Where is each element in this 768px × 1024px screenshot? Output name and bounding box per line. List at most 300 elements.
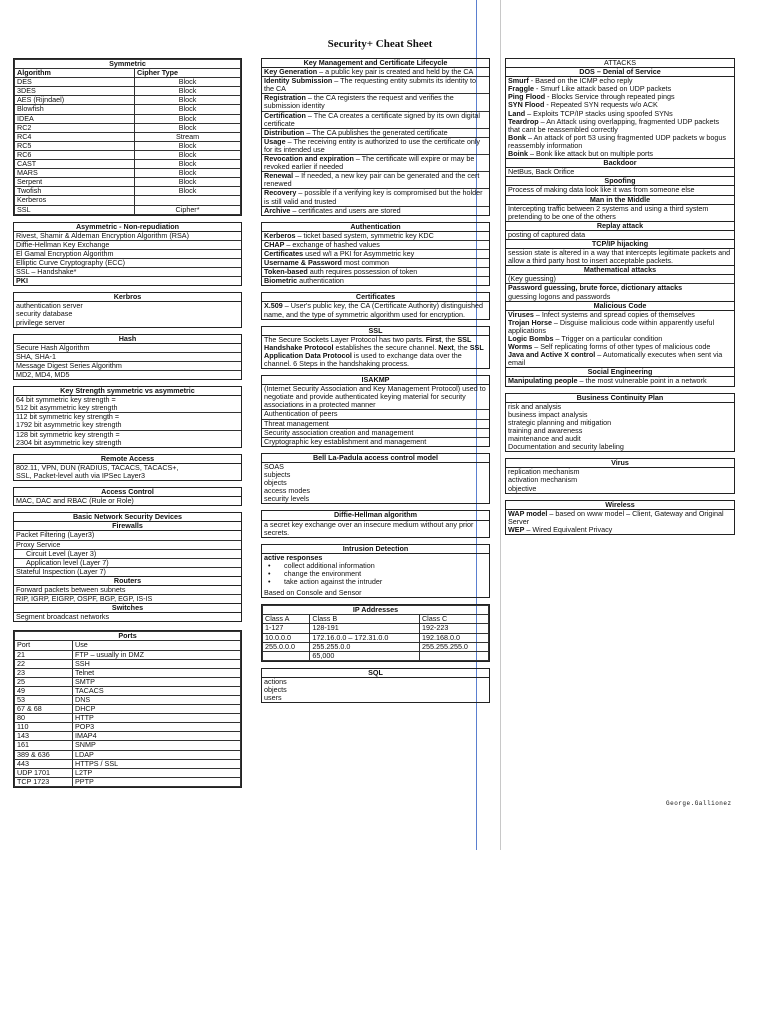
term: Identity Submission [264, 76, 333, 86]
table-row [15, 205, 241, 214]
intrusion-bullets [262, 562, 489, 586]
sql-section [261, 668, 490, 703]
social-engineering-term: Manipulating people [508, 376, 578, 386]
symmetric-col-algorithm: Algorithm [15, 69, 135, 78]
list-item: Cryptographic key establishment and management [262, 437, 489, 446]
ports-rows [15, 650, 241, 786]
ssl-section [261, 326, 490, 369]
virus-section [505, 458, 735, 493]
kerbros-section [13, 292, 242, 327]
port-cell: 110 [15, 723, 73, 732]
term: Username & Password [264, 258, 342, 268]
ssl-text-part: is used to exchange data over the channel. 6 Steps in the handshaking process. [264, 350, 462, 368]
list-item: Packet Filtering (Layer3) [16, 530, 95, 540]
wireless-header: Wireless [506, 501, 734, 510]
ip-cell: 192.168.0.0 [419, 633, 488, 642]
term: Archive [264, 205, 291, 215]
cipher-type-cell: Block [135, 78, 241, 87]
list-item [508, 150, 732, 158]
list-item: objects [264, 685, 287, 694]
list-item: actions [264, 676, 287, 686]
term: CHAP [264, 239, 285, 249]
list-item: Rivest, Shamir & Aldeman Encryption Algorithm (RSA) [16, 230, 189, 240]
use-cell: SSH [73, 659, 241, 668]
list-item: Elliptic Curve Cryptography (ECC) [14, 258, 241, 267]
ssl-text-part: The Secure Sockets Layer Protocol has two parts. [264, 334, 426, 344]
description: – The CA publishes the generated certificate [304, 127, 448, 137]
password-attacks-title: Password guessing, brute force, dictionary attacks [506, 283, 734, 292]
attack-subsection-header: Backdoor [506, 158, 734, 168]
list-item: security levels [264, 494, 310, 504]
table-row [263, 642, 489, 651]
table-row [15, 123, 241, 132]
ip-cell [419, 651, 488, 660]
certificates-term: X.509 [264, 301, 283, 311]
list-item: Forward packets between subnets [16, 584, 126, 594]
description: – Disguise malicious code within apparently useful applications [508, 317, 715, 335]
list-item [262, 267, 489, 276]
term: Token-based [264, 267, 308, 277]
port-cell: 80 [15, 714, 73, 723]
table-row [15, 741, 241, 750]
list-item [508, 134, 732, 150]
use-cell: IMAP4 [73, 732, 241, 741]
list-item: • change the environment [268, 570, 489, 578]
ip-col-class-b: Class B [310, 615, 420, 624]
description: – The requesting entity submits its identity to the CA [264, 76, 476, 94]
port-cell: UDP 1701 [15, 768, 73, 777]
term: Land [508, 108, 526, 118]
cipher-type-cell: Block [135, 141, 241, 150]
list-item: SSL, Packet-level auth via IPSec Layer3 [16, 470, 146, 480]
term: Bonk [508, 132, 526, 142]
table-row [15, 150, 241, 159]
algorithm-cell: RC2 [15, 123, 135, 132]
diffie-hellman-section [261, 510, 490, 537]
attack-subsection-header: Man in the Middle [506, 195, 734, 205]
table-row [15, 132, 241, 141]
isakmp-intro: (Internet Security Association and Key Management Protocol) used to negotiate and provide authenticated keying material for security associations in a protected manner [264, 384, 486, 410]
malicious-code-header: Malicious Code [506, 301, 734, 311]
list-item [262, 111, 489, 128]
list-item: 802.11, VPN, DUN (RADIUS, TACACS, TACACS+, [16, 462, 179, 472]
term: Teardrop [508, 116, 539, 126]
use-cell: PPTP [73, 777, 241, 786]
ssl-text [262, 336, 489, 368]
port-cell: 23 [15, 668, 73, 677]
list-item: SSL – Handshake* [14, 267, 241, 276]
description: most common [341, 258, 390, 268]
table-row [15, 178, 241, 187]
use-cell: L2TP [73, 768, 241, 777]
table-row [15, 78, 241, 87]
use-cell: TACACS [73, 686, 241, 695]
list-item: MAC, DAC and RBAC (Rule or Role) [16, 496, 134, 506]
password-attacks-text: guessing logons and passwords [508, 291, 611, 301]
page-title: Security+ Cheat Sheet [327, 38, 433, 50]
list-item: objects [264, 478, 287, 488]
list-item: replication mechanism [508, 467, 580, 477]
description: – The certificate will expire or may be revoked earlier if needed [264, 154, 475, 172]
list-item [262, 240, 489, 249]
key-management-header: Key Management and Certificate Lifecycle [262, 59, 489, 68]
table-row [15, 105, 241, 114]
list-item [14, 412, 241, 429]
description: – An Attack using overlapping, fragmented UDP packets that cant be reassembled correctly [508, 116, 720, 134]
asymmetric-header: Asymmetric - Non-repudiation [14, 223, 241, 232]
list-item: activation mechanism [508, 475, 578, 485]
list-item [14, 396, 241, 412]
table-row [15, 187, 241, 196]
certificates-text [262, 302, 489, 318]
ports-col-port: Port [15, 641, 73, 650]
algorithm-cell: Blowfish [15, 105, 135, 114]
term: Trojan Horse [508, 317, 552, 327]
list-item: strategic planning and mitigation [508, 417, 612, 427]
list-item: • collect additional information [268, 562, 489, 570]
table-row [15, 196, 241, 205]
left-column [13, 58, 242, 794]
list-item: Authentication of peers [262, 409, 489, 418]
author-signature: George.Gallionez [666, 800, 732, 807]
description: authentication [297, 276, 344, 286]
isakmp-section [261, 375, 490, 447]
right-column [505, 58, 735, 541]
intrusion-footer: Based on Console and Sensor [264, 588, 362, 598]
cipher-type-cell: Block [135, 123, 241, 132]
term: Recovery [264, 188, 297, 198]
list-item [262, 249, 489, 258]
list-item [262, 154, 489, 171]
intrusion-subheader: active responses [264, 552, 323, 562]
port-cell: TCP 1723 [15, 777, 73, 786]
description: – The CA creates a certificate signed by its own digital certificate [264, 110, 480, 128]
algorithm-cell: RC5 [15, 141, 135, 150]
use-cell: HTTP [73, 714, 241, 723]
list-item: risk and analysis [508, 401, 562, 411]
attacks-header: ATTACKS [506, 59, 734, 68]
cipher-type-cell: Block [135, 105, 241, 114]
intrusion-detection-section [261, 544, 490, 599]
port-cell: 143 [15, 732, 73, 741]
term: Key Generation [264, 67, 318, 77]
description: - Repeated SYN requests w/o ACK [544, 100, 658, 110]
scan-fold-line [500, 0, 501, 850]
attack-subsection-header: Mathematical attacks [506, 265, 734, 275]
algorithm-cell: Kerberos [15, 196, 135, 205]
algorithm-cell: IDEA [15, 114, 135, 123]
list-item: security database [16, 309, 73, 319]
algorithm-cell: DES [15, 78, 135, 87]
social-engineering-text [506, 377, 734, 385]
table-row [15, 677, 241, 686]
key-strength-section [13, 386, 242, 448]
wireless-term: WEP [508, 524, 525, 534]
description: – Self replicating forms of other types of malicious code [532, 342, 711, 352]
list-item [262, 258, 489, 267]
port-cell: 443 [15, 759, 73, 768]
term: Fraggle [508, 84, 534, 94]
ip-addresses-table [262, 605, 489, 661]
key-strength-asymmetric: 1792 bit asymmetric key strength [16, 420, 122, 430]
ports-table [14, 631, 241, 787]
ssl-text-part: , the [441, 334, 458, 344]
ssl-bold-part: SSL Application Data Protocol [264, 342, 484, 360]
key-management-rows [262, 68, 489, 215]
list-item [262, 128, 489, 137]
list-item: subjects [264, 470, 291, 480]
ip-rows [263, 624, 489, 660]
description: – If needed, a new key pair can be generated and the cert renewed [264, 171, 480, 189]
table-row [15, 169, 241, 178]
dos-header: DOS – Denial of Service [506, 68, 734, 77]
network-devices-header: Basic Network Security Devices [14, 513, 241, 522]
symmetric-header: Symmetric [15, 60, 241, 69]
list-item: access modes [264, 486, 310, 496]
asymmetric-rows [14, 232, 241, 286]
term: Ping Flood [508, 92, 546, 102]
ip-cell: 1-127 [263, 624, 310, 633]
list-item: Secure Hash Algorithm [16, 342, 90, 352]
bcp-header: Business Continuity Plan [506, 394, 734, 403]
use-cell: SNMP [73, 741, 241, 750]
sql-header: SQL [262, 669, 489, 678]
bell-lapadula-section [261, 453, 490, 505]
table-row [15, 686, 241, 695]
port-cell: 22 [15, 659, 73, 668]
cipher-type-cell [135, 196, 241, 205]
algorithm-cell: RC6 [15, 150, 135, 159]
table-row [15, 768, 241, 777]
attack-subsections [506, 158, 734, 283]
cipher-type-cell: Block [135, 160, 241, 169]
table-row [15, 659, 241, 668]
ip-cell: 255.255.0.0 [310, 642, 420, 651]
term: Renewal [264, 171, 294, 181]
list-item [262, 206, 489, 215]
wireless-term: WAP model [508, 508, 548, 518]
ip-col-class-c: Class C [419, 615, 488, 624]
table-row [15, 160, 241, 169]
symmetric-table [14, 59, 241, 215]
certificates-section [261, 292, 490, 319]
network-devices-section [13, 512, 242, 622]
list-item: privilege server [16, 317, 65, 327]
term: Kerberos [264, 230, 296, 240]
description: – Bonk like attack but on multiple ports [527, 149, 654, 159]
term: Certificates [264, 248, 304, 258]
diffie-hellman-text: a secret key exchange over an insecure medium without any prior secrets. [264, 519, 474, 537]
hash-section [13, 334, 242, 380]
description: - Blocks Service through repeated pings [545, 92, 675, 102]
list-item: objective [508, 483, 537, 493]
list-item [262, 76, 489, 93]
ip-cell: 65,000 [310, 651, 420, 660]
remote-access-section [13, 454, 242, 481]
list-item: session state is altered in a way that intercepts legitimate packets and allow a third party host to insert acceptable packets. [508, 248, 731, 266]
term: Usage [264, 136, 286, 146]
wireless-desc: – based on www model – Client, Gateway and Original Server [508, 508, 724, 526]
port-cell: 53 [15, 696, 73, 705]
isakmp-header: ISAKMP [262, 376, 489, 385]
ssl-bold-part: First [425, 334, 442, 344]
bell-lapadula-header: Bell La-Padula access control model [262, 454, 489, 463]
description: – the CA registers the request and verifies the submission identity [264, 93, 454, 111]
list-item: Intercepting traffic between 2 systems and using a third system pretending to be one of the others [508, 203, 709, 221]
social-engineering-header: Social Engineering [506, 367, 734, 377]
attack-subsection-header: Replay attack [506, 221, 734, 231]
table-row [15, 650, 241, 659]
ip-cell [263, 651, 310, 660]
attack-subsection-header: Spoofing [506, 176, 734, 186]
algorithm-cell: Serpent [15, 178, 135, 187]
algorithm-cell: RC4 [15, 132, 135, 141]
algorithm-cell: 3DES [15, 87, 135, 96]
list-item: Documentation and security labeling [508, 442, 624, 452]
access-control-section [13, 487, 242, 506]
key-management-section [261, 58, 490, 216]
term: SYN Flood [508, 100, 545, 110]
term: Java and Active X control [508, 350, 596, 360]
term: Registration [264, 93, 306, 103]
algorithm-cell: MARS [15, 169, 135, 178]
cipher-type-cell: Block [135, 96, 241, 105]
list-item: Stateful Inspection (Layer 7) [14, 567, 241, 576]
certificates-header: Certificates [262, 293, 489, 302]
ip-cell: 172.16.0.0 – 172.31.0.0 [310, 633, 420, 642]
port-cell: 161 [15, 741, 73, 750]
list-item: RIP, IGRP, EIGRP, OSPF, BGP, EGP, IS-IS [14, 594, 241, 603]
table-row [15, 96, 241, 105]
ip-cell: 128-191 [310, 624, 420, 633]
table-row [15, 723, 241, 732]
key-strength-asymmetric: 512 bit asymmetric key strength [16, 403, 118, 413]
list-item: training and awareness [508, 425, 583, 435]
list-item: Diffie-Hellman Key Exchange [14, 240, 241, 249]
table-row [15, 696, 241, 705]
ssl-bold-part: SSL Handshake Protocol [264, 334, 472, 352]
table-row [263, 651, 489, 660]
algorithm-cell: SSL [15, 205, 135, 214]
description: – exchange of hashed values [284, 239, 380, 249]
ip-cell: 10.0.0.0 [263, 633, 310, 642]
table-row [15, 714, 241, 723]
list-item: PKI [14, 276, 241, 285]
algorithm-cell: Twofish [15, 187, 135, 196]
description: - Smurf Like attack based on UDP packets [533, 84, 672, 94]
list-item: SHA, SHA-1 [14, 352, 241, 361]
use-cell: DHCP [73, 705, 241, 714]
table-row [15, 732, 241, 741]
use-cell: SMTP [73, 677, 241, 686]
list-item: users [264, 693, 282, 703]
switches-header: Switches [14, 603, 241, 613]
access-control-header: Access Control [14, 488, 241, 497]
diffie-hellman-header: Diffie-Hellman algorithm [262, 511, 489, 520]
dos-rows [506, 77, 734, 158]
ssl-bold-part: Next [438, 342, 454, 352]
routers-header: Routers [14, 576, 241, 586]
firewalls-header: Firewalls [14, 522, 241, 531]
symmetric-rows [15, 78, 241, 214]
list-item [262, 171, 489, 188]
list-item: business impact analysis [508, 409, 588, 419]
middle-column [261, 58, 490, 709]
description: – Automatically executes when sent via email [508, 350, 723, 368]
list-item [506, 526, 734, 534]
key-strength-symmetric: 112 bit symmetric key strength = [16, 412, 120, 422]
list-item: Segment broadcast networks [16, 612, 110, 622]
cipher-type-cell: Block [135, 114, 241, 123]
attacks-section [505, 58, 735, 387]
description: auth requires possession of token [307, 267, 418, 277]
term: Logic Bombs [508, 334, 554, 343]
algorithm-cell: CAST [15, 160, 135, 169]
ports-header: Ports [15, 632, 241, 641]
port-cell: 67 & 68 [15, 705, 73, 714]
authentication-section [261, 222, 490, 287]
description: - Based on the ICMP echo reply [528, 76, 633, 86]
term: Smurf [508, 76, 529, 86]
table-row [15, 759, 241, 768]
use-cell: DNS [73, 696, 241, 705]
ip-cell: 255.255.255.0 [419, 642, 488, 651]
key-strength-symmetric: 64 bit symmetric key strength = [16, 395, 116, 405]
table-row [15, 114, 241, 123]
remote-access-header: Remote Access [14, 455, 241, 464]
list-item [506, 510, 734, 526]
description: used w/I a PKI for Asymmetric key [303, 248, 415, 258]
ip-addresses-header: IP Addresses [263, 606, 489, 615]
cipher-type-cell: Cipher* [135, 205, 241, 214]
ssl-header: SSL [262, 327, 489, 336]
kerbros-header: Kerbros [14, 293, 241, 302]
list-item [262, 68, 489, 76]
port-cell: 21 [15, 650, 73, 659]
ip-cell: 192-223 [419, 624, 488, 633]
hash-header: Hash [14, 335, 241, 344]
table-row [15, 668, 241, 677]
ports-section [13, 630, 242, 788]
table-row [15, 141, 241, 150]
list-item: posting of captured data [508, 229, 586, 239]
table-row [15, 750, 241, 759]
use-cell: Telnet [73, 668, 241, 677]
list-item [262, 276, 489, 285]
list-item [508, 351, 732, 367]
wireless-section [505, 500, 735, 535]
wireless-desc: – Wired Equivalent Privacy [524, 524, 613, 534]
list-item [14, 430, 241, 447]
list-item: Security association creation and management [262, 428, 489, 437]
port-cell: 25 [15, 677, 73, 686]
list-item: Message Digest Series Algorithm [14, 361, 241, 370]
authentication-rows [262, 232, 489, 286]
cipher-type-cell: Block [135, 87, 241, 96]
list-item [262, 232, 489, 240]
list-item: NetBus, Back Orifice [508, 167, 575, 177]
use-cell: HTTPS / SSL [73, 759, 241, 768]
list-item: (Key guessing) [508, 274, 556, 284]
term: Viruses [508, 309, 534, 319]
list-item [262, 188, 489, 205]
list-item [262, 137, 489, 154]
algorithm-cell: AES (Rijndael) [15, 96, 135, 105]
description: – a public key pair is created and held by the CA [317, 67, 474, 77]
list-item: Process of making data look like it was from someone else [508, 185, 695, 195]
authentication-header: Authentication [262, 223, 489, 232]
table-row [15, 705, 241, 714]
